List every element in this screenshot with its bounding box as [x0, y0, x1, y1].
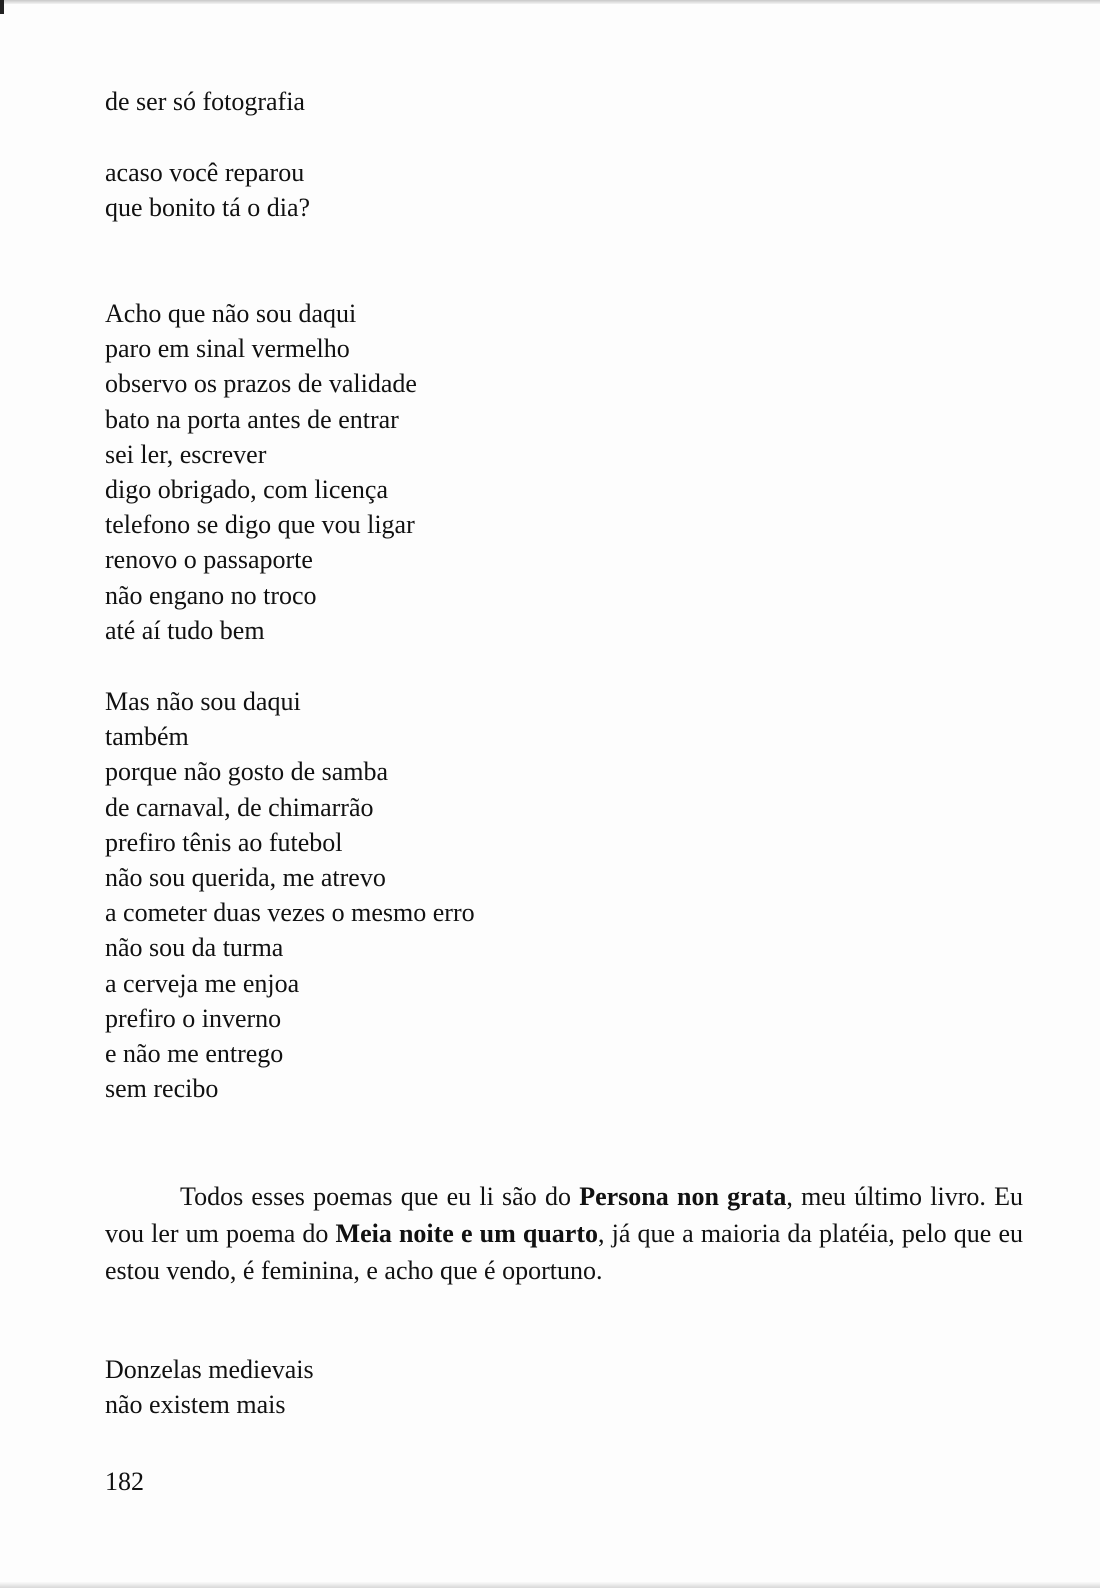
poem-line: Acho que não sou daqui	[105, 299, 357, 328]
poem-stanza	[105, 296, 417, 648]
poem-line: prefiro tênis ao futebol	[105, 827, 343, 857]
poem-line: Donzelas medievais	[105, 1355, 314, 1384]
poem-line: prefiro o inverno	[105, 1003, 282, 1033]
poem-line: digo obrigado, com licença	[105, 475, 389, 505]
scan-top-edge	[0, 0, 1100, 4]
book-title-persona-non-grata: Persona non grata	[579, 1182, 787, 1211]
poem-line: porque não gosto de samba	[105, 757, 389, 787]
poem-line: também	[105, 722, 189, 752]
poem-line: renovo o passaporte	[105, 545, 313, 575]
poem-line: até aí tudo bem	[105, 615, 265, 645]
scan-bottom-edge	[0, 1582, 1100, 1588]
poem-line: de ser só fotografia	[105, 87, 305, 116]
prose-text: , meu último livro. Eu vou ler um poema do	[105, 1182, 1023, 1248]
poem-line: que bonito tá o dia?	[105, 193, 311, 223]
book-title-meia-noite-e-um-quarto: Meia noite e um quarto	[335, 1219, 598, 1248]
poem-line: Mas não sou daqui	[105, 687, 301, 716]
poem-line: de carnaval, de chimarrão	[105, 792, 374, 822]
poem-stanza	[105, 84, 305, 119]
poem-stanza	[105, 155, 310, 225]
poem-line: a cometer duas vezes o mesmo erro	[105, 898, 475, 928]
prose-paragraph	[105, 1178, 1023, 1289]
poem-stanza	[105, 684, 475, 1106]
poem-line: não engano no troco	[105, 580, 317, 610]
poem-line: não existem mais	[105, 1390, 286, 1420]
prose-text: , já que a maioria da platéia, pelo que eu estou vendo, é feminina, e acho que é oportuno.	[105, 1219, 1023, 1285]
poem-line: acaso você reparou	[105, 158, 305, 187]
prose-text: Todos esses poemas que eu li são do	[180, 1182, 580, 1211]
page-number: 182	[105, 1467, 144, 1496]
poem-stanza	[105, 1352, 314, 1422]
poem-line: sem recibo	[105, 1074, 219, 1104]
poem-line: observo os prazos de validade	[105, 369, 417, 399]
poem-line: telefono se digo que vou ligar	[105, 510, 415, 540]
poem-line: e não me entrego	[105, 1039, 284, 1069]
poem-line: bato na porta antes de entrar	[105, 404, 399, 434]
poem-line: não sou querida, me atrevo	[105, 863, 386, 893]
poem-line: a cerveja me enjoa	[105, 968, 300, 998]
poem-line: paro em sinal vermelho	[105, 334, 350, 364]
poem-line: não sou da turma	[105, 933, 284, 963]
poem-line: sei ler, escrever	[105, 439, 267, 469]
scan-corner-mark	[0, 0, 4, 14]
